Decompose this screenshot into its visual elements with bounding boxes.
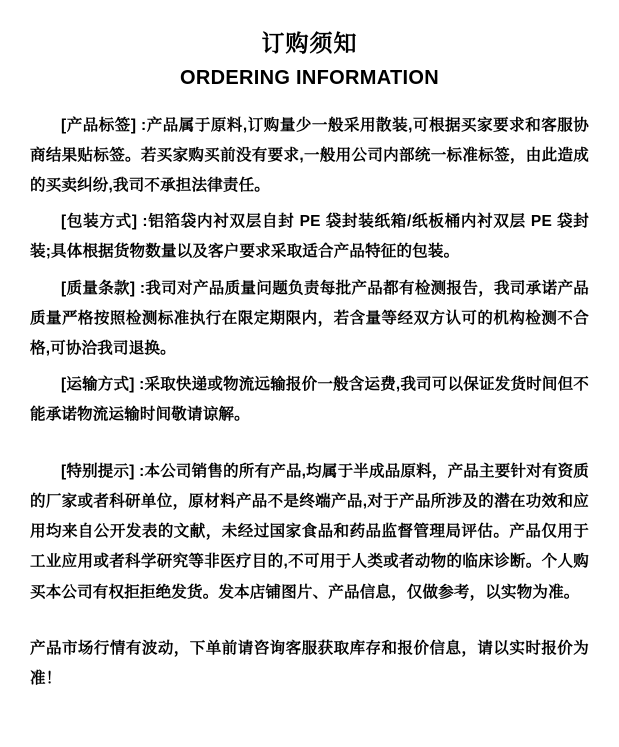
paragraph-price-notice: 产品市场行情有波动，下单前请咨询客服获取库存和报价信息，请以实时报价为准！ (30, 639, 589, 687)
document-body (30, 111, 589, 695)
page-title-chinese: 订购须知 (261, 30, 358, 56)
paragraph-special-notice: [特别提示] :本公司销售的所有产品,均属于半成品原料，产品主要针对有资质的厂家或者科研单位，原材料产品不是终端产品,对于产品所涉及的潜在功效和应用均来自公开发表的文献，未经过国家食品和药品监督管理局评估。产品仅用于工业应用或者科学研究等非医疗目的,不可用于人类或者动物的临床诊断。个人购买本公司有权拒拒绝发货。发本店铺图片、产品信息，仅做参考，以实物为准。 (30, 462, 589, 601)
page-title-english: ORDERING INFORMATION (180, 66, 439, 89)
paragraph-product-label: [产品标签] :产品属于原料,订购量少一般采用散装,可根据买家要求和客服协商结果贴标签。若买家购买前没有要求,一般用公司内部统一标准标签，由此造成的买卖纠纷,我司不承担法律责任。 (30, 116, 589, 194)
paragraph-quality-terms: [质量条款] :我司对产品质量问题负责每批产品都有检测报告，我司承诺产品质量严格按照检测标准执行在限定期限内，若含量等经双方认可的机构检测不合格,可协洽我司退换。 (30, 279, 589, 358)
paragraph-packaging-method: [包装方式] :铝箔袋内衬双层自封 PE 袋封装纸箱/纸板桶内衬双层 PE 袋封装;具体根据货物数量以及客户要求采取适合产品特征的包装。 (30, 213, 589, 261)
paragraph-shipping-method: [运输方式] :采取快递或物流远输报价一般含运费,我司可以保证发货时间但不能承诺物流运输时间敬请谅解。 (30, 376, 589, 424)
